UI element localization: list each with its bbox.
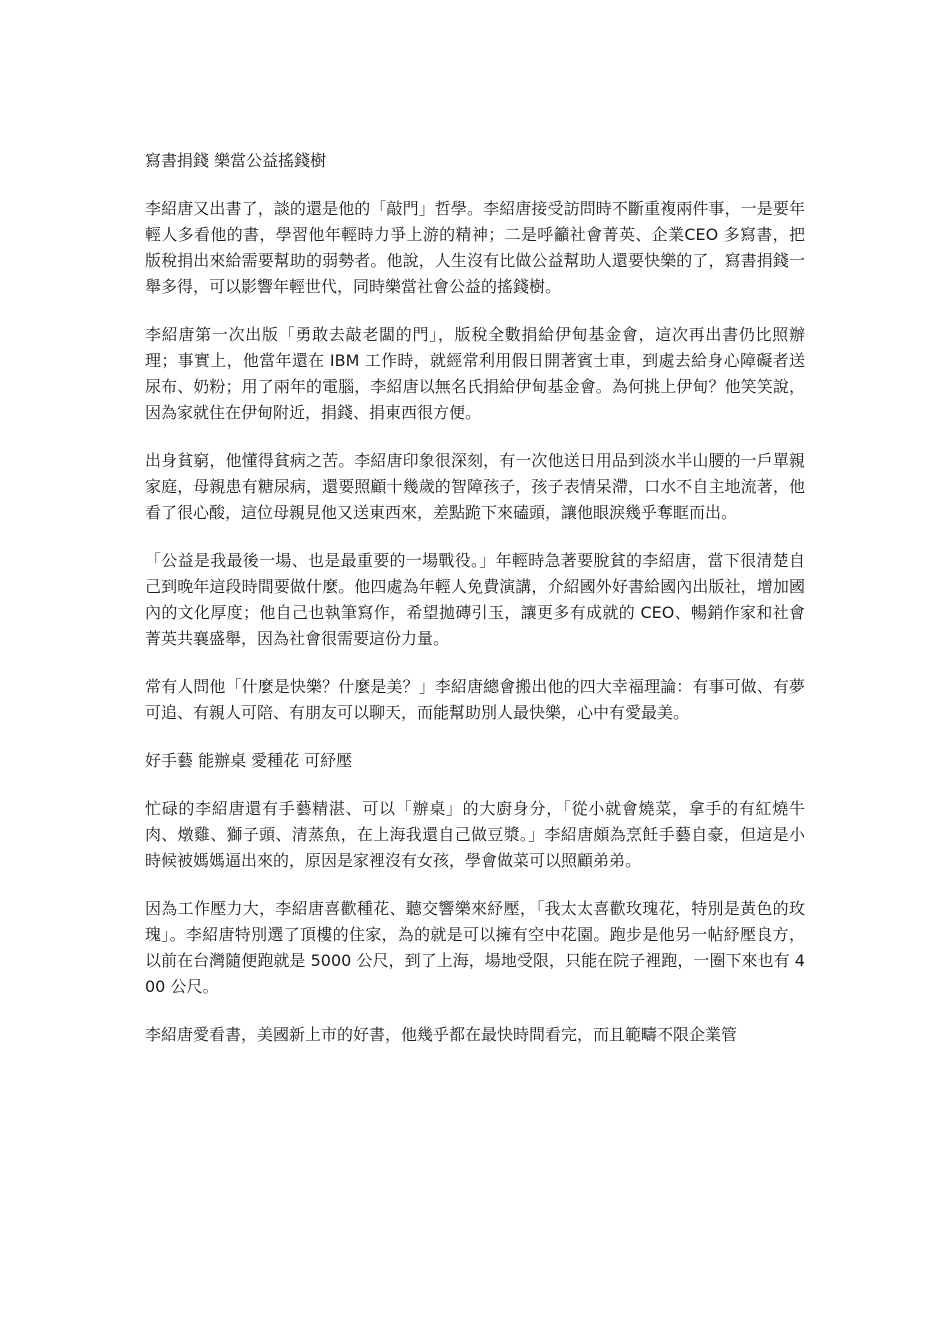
paragraph-knock-door: 李紹唐又出書了，談的還是他的「敲門」哲學。李紹唐接受訪問時不斷重複兩件事，一是要年輕人多看他的書，學習他年輕時力爭上游的精神；二是呼籲社會菁英、企業CEO 多寫書，把版稅捐出來給需要幫助的弱勢者。他說，人生沒有比做公益幫助人還要快樂的了，寫書捐錢一舉多得，可以影響年輕世代，同時樂當社會公益的搖錢樹。 (145, 199, 805, 296)
paragraph-happiness: 常有人問他「什麼是快樂？什麼是美？」李紹唐總會搬出他的四大幸福理論：有事可做、有夢可追、有親人可陪、有朋友可以聊天，而能幫助別人最快樂，心中有愛最美。 (145, 677, 805, 722)
paragraph-gardening-running: 因為工作壓力大，李紹唐喜歡種花、聽交響樂來紓壓，「我太太喜歡玫瑰花，特別是黃色的玫瑰」。李紹唐特別選了頂樓的住家，為的就是可以擁有空中花園。跑步是他另一帖紓壓良方，以前在台灣隨便跑就是 5000 公尺，到了上海，場地受限，只能在院子裡跑，一圈下來也有 400 公尺。 (145, 899, 805, 996)
section-heading-donation: 寫書捐錢 樂當公益搖錢樹 (145, 151, 327, 170)
paragraph-last-battle: 「公益是我最後一場、也是最重要的一場戰役。」年輕時急著要脫貧的李紹唐，當下很清楚自己到晚年這段時間要做什麼。他四處為年輕人免費演講，介紹國外好書給國內出版社，增加國內的文化厚度；他自己也執筆寫作，希望拋磚引玉，讓更多有成就的 CEO、暢銷作家和社會菁英共襄盛舉，因為社會很需要這份力量。 (145, 551, 805, 648)
paragraph-poverty: 出身貧窮，他懂得貧病之苦。李紹唐印象很深刻，有一次他送日用品到淡水半山腰的一戶單親家庭，母親患有糖尿病，還要照顧十幾歲的智障孩子，孩子表情呆滯，口水不自主地流著，他看了很心酸，這位母親見他又送東西來，差點跪下來磕頭，讓他眼淚幾乎奪眶而出。 (145, 451, 805, 522)
paragraph-reading: 李紹唐愛看書，美國新上市的好書，他幾乎都在最快時間看完，而且範疇不限企業管 (145, 1025, 738, 1044)
paragraph-royalties-eden: 李紹唐第一次出版「勇敢去敲老闆的門」，版稅全數捐給伊甸基金會，這次再出書仍比照辦理；事實上，他當年還在 IBM 工作時，就經常利用假日開著賓士車，到處去給身心障礙者送尿布、奶粉；用了兩年的電腦，李紹唐以無名氏捐給伊甸基金會。為何挑上伊甸？他笑笑說，因為家就住在伊甸附近，捐錢、捐東西很方便。 (145, 325, 805, 422)
section-heading-hobbies: 好手藝 能辦桌 愛種花 可紓壓 (145, 751, 353, 770)
paragraph-cooking: 忙碌的李紹唐還有手藝精湛、可以「辦桌」的大廚身分，「從小就會燒菜，拿手的有紅燒牛肉、燉雞、獅子頭、清蒸魚，在上海我還自己做豆漿。」李紹唐頗為烹飪手藝自豪，但這是小時候被媽媽逼出來的，原因是家裡沒有女孩，學會做菜可以照顧弟弟。 (145, 799, 805, 870)
article (145, 148, 805, 1070)
